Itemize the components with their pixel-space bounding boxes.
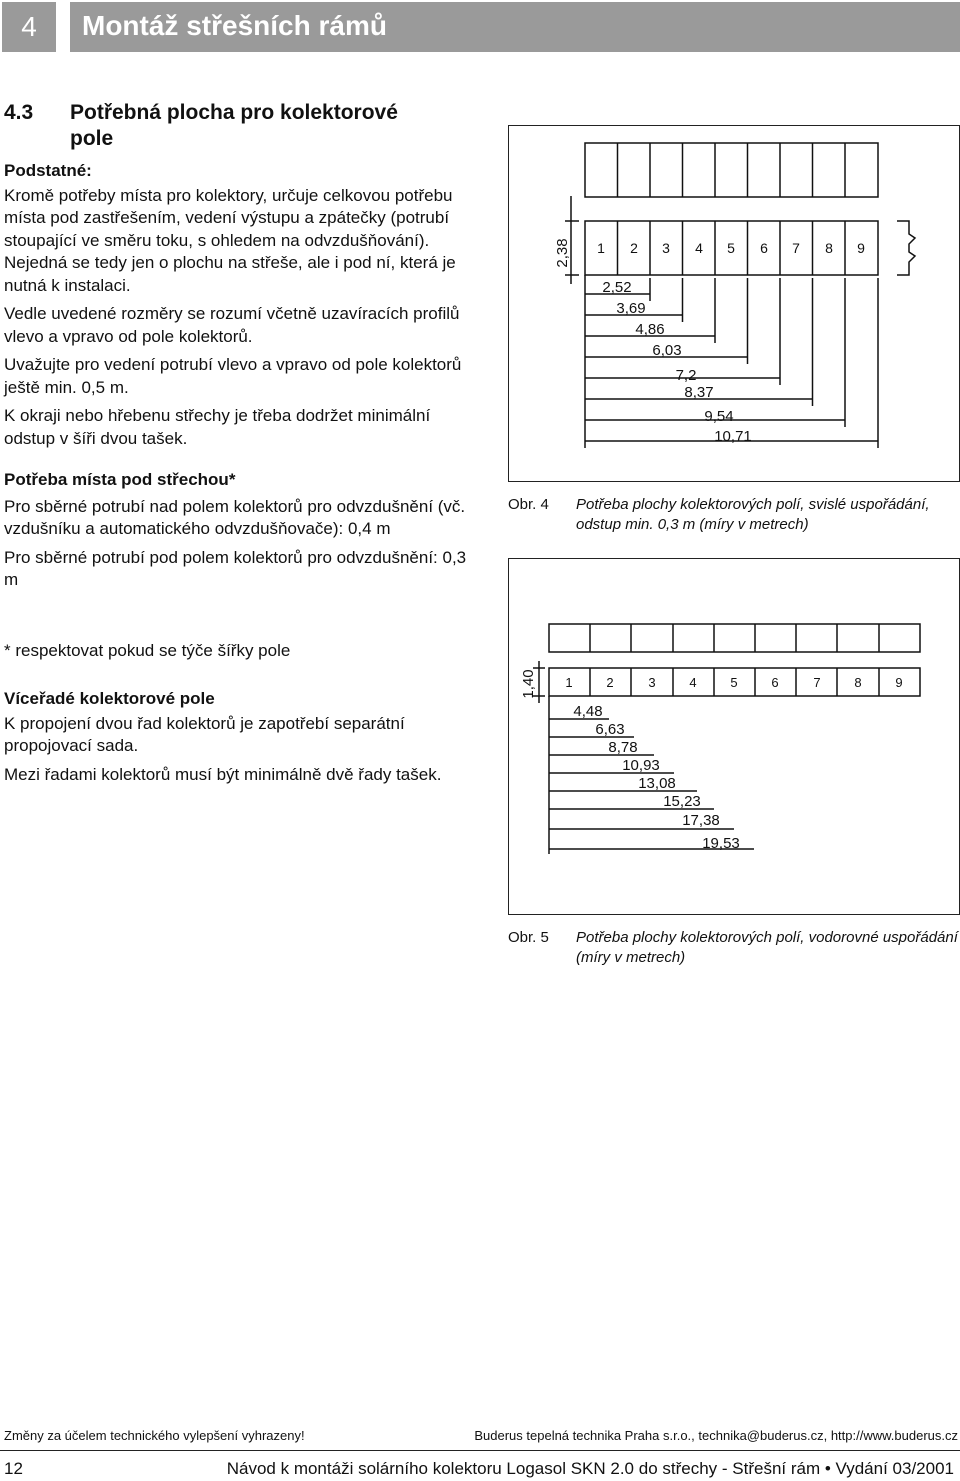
fig5-width-2: 6,63 (595, 721, 625, 738)
under-roof-paragraph-2: Pro sběrné potrubí pod polem kolektorů pro odvzdušnění: 0,3 m (4, 547, 467, 589)
fig4-num-9: 9 (857, 240, 865, 256)
section-title (4, 100, 464, 152)
paragraph-3: Uvažujte pro vedení potrubí vlevo a vpravo od pole kolektorů ještě min. 0,5 m. (4, 355, 462, 397)
fig4-num-3: 3 (662, 240, 670, 256)
section-title-line1: Potřebná plocha pro kolektorové (70, 101, 398, 124)
fig4-width-6: 8,37 (684, 384, 714, 401)
fig5-width-3: 8,78 (608, 739, 638, 756)
multirow-paragraph-1: K propojení dvou řad kolektorů je zapotřebí separátní propojovací sada. (4, 713, 405, 755)
figure-5-caption-text: Potřeba plochy kolektorových polí, vodorovné uspořádání (míry v metrech) (576, 929, 958, 966)
figure-5-caption-label: Obr. 5 (508, 929, 549, 946)
footnote (4, 640, 474, 669)
fig5-height-label: 1,40 (520, 669, 537, 699)
figure-4 (508, 125, 960, 482)
figure-4-drawing (509, 126, 959, 481)
fig5-num-8: 8 (854, 675, 862, 690)
fig4-width-3: 4,86 (635, 321, 665, 338)
fig4-width-8: 10,71 (714, 428, 752, 445)
fig4-num-5: 5 (727, 240, 735, 256)
fig5-num-2: 2 (606, 675, 614, 690)
fig4-num-8: 8 (825, 240, 833, 256)
fig5-width-7: 17,38 (682, 812, 720, 829)
fig5-num-7: 7 (813, 675, 821, 690)
fig4-width-2: 3,69 (616, 300, 646, 317)
page-number: 12 (4, 1459, 23, 1478)
fig5-num-3: 3 (648, 675, 656, 690)
multirow-section (4, 688, 474, 792)
section-title-line2: pole (70, 127, 114, 150)
fig5-num-6: 6 (771, 675, 779, 690)
fig5-width-4: 10,93 (622, 757, 660, 774)
footer-divider (0, 1450, 960, 1451)
footer-document-title: Návod k montáži solárního kolektoru Logasol SKN 2.0 do střechy - Střešní rám • Vydání 03/2001 (226, 1459, 954, 1478)
fig5-num-9: 9 (895, 675, 903, 690)
footer-notice: Změny za účelem technického vylepšení vyhrazeny! (4, 1428, 305, 1443)
fig4-num-2: 2 (630, 240, 638, 256)
chapter-title: Montáž střešních rámů (82, 10, 387, 41)
figure-5-caption (508, 928, 958, 968)
fig4-num-7: 7 (792, 240, 800, 256)
under-roof-section (4, 469, 474, 598)
fig4-upper-row (585, 143, 878, 197)
fig5-num-4: 4 (689, 675, 697, 690)
fig5-width-6: 15,23 (663, 793, 701, 810)
paragraph-1: Kromě potřeby místa pro kolektory, určuje celkovou potřebu místa pod zastřešením, vedení výstupu a zpátečky (potrubí stoupající ve směru toku, s ohledem na odvzdušňování). Nejedná se tedy jen o plochu na střeše, ale i pod ní, která je nutná k instalaci. (4, 185, 456, 295)
under-roof-heading: Potřeba místa pod střechou* (4, 470, 236, 489)
chapter-number: 4 (2, 2, 56, 52)
paragraph-4: K okraji nebo hřebenu střechy je třeba dodržet minimální odstup v šíři dvou tašek. (4, 406, 431, 448)
paragraph-2: Vedle uvedené rozměry se rozumí včetně uzavíracích profilů vlevo a vpravo od pole kolektorů. (4, 304, 460, 346)
figure-5-drawing (509, 559, 959, 914)
figure-4-caption-label: Obr. 4 (508, 496, 549, 513)
fig4-width-7: 9,54 (704, 408, 734, 425)
figure-4-caption (508, 495, 958, 535)
fig4-width-1: 2,52 (602, 279, 632, 296)
podstatne-heading: Podstatné: (4, 161, 92, 180)
fig5-upper-row (549, 624, 920, 652)
footnote-text: * respektovat pokud se týče šířky pole (4, 641, 291, 660)
fig5-num-5: 5 (730, 675, 738, 690)
multirow-paragraph-2: Mezi řadami kolektorů musí být minimálně dvě řady tašek. (4, 764, 442, 784)
fig5-width-1: 4,48 (573, 703, 603, 720)
fig4-num-6: 6 (760, 240, 768, 256)
intro-text (4, 160, 474, 456)
figure-5 (508, 558, 960, 915)
fig4-height-label: 2,38 (554, 238, 571, 268)
fig5-num-1: 1 (565, 675, 573, 690)
figure-4-caption-text: Potřeba plochy kolektorových polí, svislé uspořádání, odstup min. 0,3 m (míry v metrech) (576, 496, 930, 533)
fig4-width-5: 7,2 (675, 367, 697, 384)
fig4-width-4: 6,03 (652, 342, 682, 359)
footer-company: Buderus tepelná technika Praha s.r.o., technika@buderus.cz, http://www.buderus.cz (474, 1428, 958, 1443)
fig5-width-5: 13,08 (638, 775, 676, 792)
multirow-heading: Víceřadé kolektorové pole (4, 689, 215, 708)
section-number: 4.3 (4, 101, 34, 124)
fig4-num-1: 1 (597, 240, 605, 256)
under-roof-paragraph-1: Pro sběrné potrubí nad polem kolektorů pro odvzdušnění (vč. vzdušníku a automatického odvzdušňovače): 0,4 m (4, 496, 466, 538)
fig4-num-4: 4 (695, 240, 703, 256)
fig5-width-8: 19,53 (702, 835, 740, 852)
